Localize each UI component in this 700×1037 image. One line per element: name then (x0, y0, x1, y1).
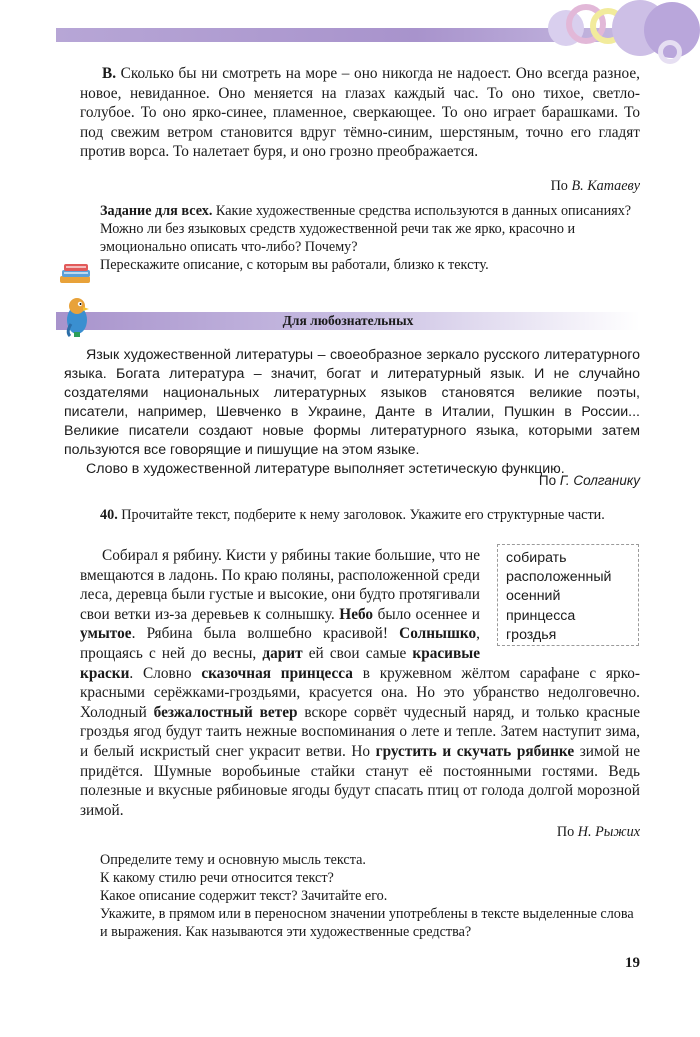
books-icon (58, 262, 94, 286)
question-item: Какое описание содержит текст? Зачитайте его. (100, 888, 388, 904)
question-item: Определите тему и основную мысль текста. (100, 852, 366, 868)
float-spacer (480, 546, 640, 648)
task-question: Перескажите описание, с которым вы работали, близко к тексту. (100, 257, 489, 273)
curious-title: Для любознательных (282, 313, 414, 328)
task-question: Какие художественные средства используются в данных описаниях? (215, 203, 632, 219)
vocabulary-word: расположенный (506, 569, 612, 586)
section-b-label: В. (102, 65, 117, 82)
task-label: Задание для всех. (100, 203, 213, 219)
exercise-40-instruction: 40. Прочитайте текст, подберите к нему заголовок. Укажите его структурные части. (100, 507, 605, 523)
exercise-40-questions (100, 851, 640, 941)
vocabulary-word: собирать (506, 550, 567, 566)
curious-text (64, 346, 640, 479)
curious-paragraph: Слово в художественной литературе выполняет эстетическую функцию. (86, 461, 565, 477)
curious-paragraph: Язык художественной литературы – своеобразное зеркало русского литературного языка. Богата литература – значит, богат и литературный язык. И не случайно создателями национальных литературных языков становятся великие поэты, писатели, например, Шевченко в Украине, Данте в Италии, Пушкин в России... Великие писатели создают новые формы литературного языка, которыми затем пользуются все говорящие и пишущие на этом языке. (64, 347, 640, 458)
vocabulary-word: осенний (506, 588, 561, 605)
question-item: К какому стилю речи относится текст? (100, 870, 334, 886)
page-number: 19 (625, 955, 640, 971)
parrot-icon (60, 296, 94, 338)
section-b-body: Сколько бы ни смотреть на море – оно никогда не надоест. Оно всегда разное, новое, невиданное. Оно меняется на глазах каждый час. То оно тихое, светло-голубое. То оно ярко-синее, пламенное, сверкающее. То оно играет барашками. То под свежим ветром становится вдруг тёмно-синим, шерстяным, точно его гладят против ворса. То налетает буря, и оно грозно преображается. (80, 65, 640, 161)
exercise-number: 40. (100, 507, 118, 523)
question-item: Укажите, в прямом или в переносном значении употреблены в тексте выделенные слова и выражения. Как называются эти художественные средства? (100, 906, 634, 940)
task-for-all (100, 202, 640, 274)
vocabulary-word: гроздья (506, 626, 557, 643)
curious-attribution: По Г. Солганику (538, 473, 640, 488)
vocabulary-word: принцесса (506, 607, 576, 624)
task-question: Можно ли без языковых средств художественной речи так же ярко, красочно и эмоционально описать что-либо? Почему? (100, 221, 576, 255)
section-b-text (80, 64, 640, 162)
section-b-attribution: По В. Катаеву (550, 178, 640, 194)
exercise-40-text: Собирал я рябину. Кисти у рябины такие большие, что не вмещаются в ладонь. По краю поляны, расположенной среди леса, деревца были густые и высокие, они будто протягивали свои ветки из-за деревьев к солнышку. Небо было осеннее и умытое. Рябина была волшебно красивой! Солнышко, прощаясь с ней до весны, дарит ей свои самые красивые краски. Словно сказочная принцесса в кружевном жёлтом сарафане с ярко-красными серёжками-гроздьями, красуется она. Но это убранство недолговечно. Холодный безжалостный ветер вскоре сорвёт чудесный наряд, и только красные гроздья ягод будут таить нежные воспоминания о лете и тепле. Затем наступит зима, и белый искристый снег украсит ветви. Но грустить и скучать рябинке зимой не придётся. Шумные воробьиные стайки станут её постоянными гостями. Ведь полезные и вкусные рябиновые ягоды будут спасать птиц от голода долгой морозной зимой. (80, 547, 640, 819)
exercise-40-attribution: По Н. Рыжих (556, 824, 640, 840)
